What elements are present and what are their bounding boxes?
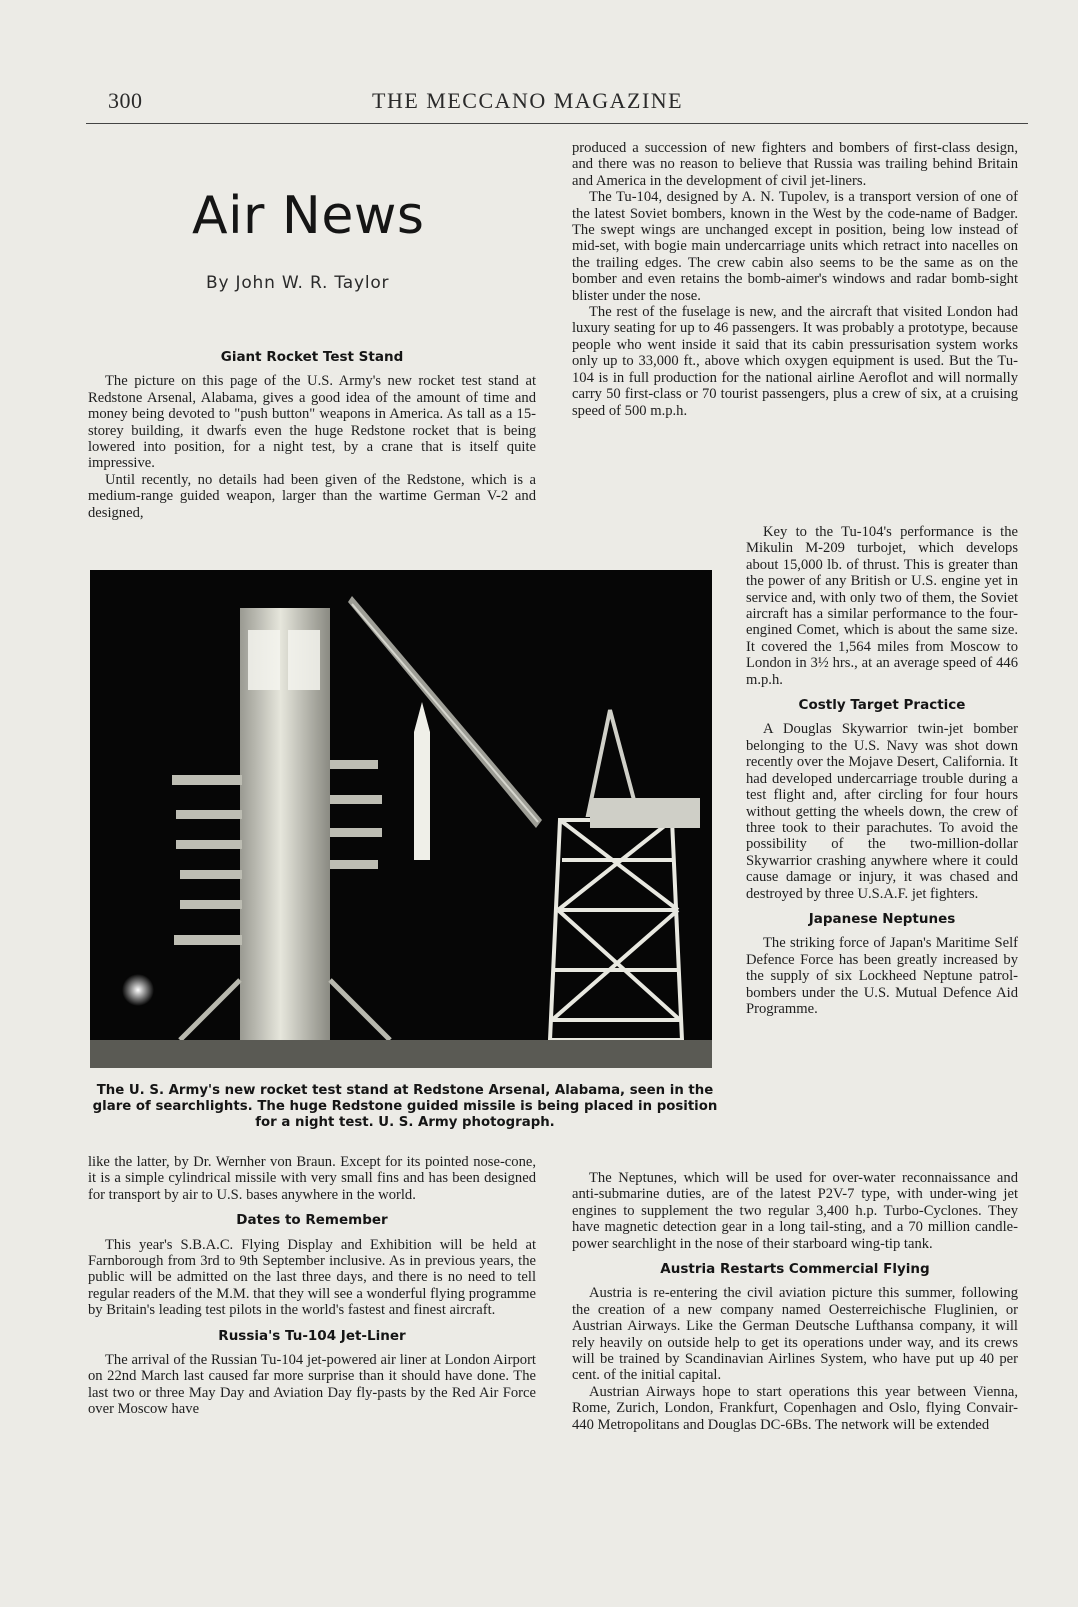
austria-paragraph-2: Austrian Airways hope to start operations this year between Vienna, Rome, Zurich, London, Frankfurt, Copenhagen and Oslo, flying Convair-440 Metropolitans and Douglas DC-6Bs. The network will be extended: [572, 1383, 1018, 1433]
section-heading-neptunes: Japanese Neptunes: [808, 910, 956, 927]
neptunes-paragraph-2: The Neptunes, which will be used for over-water reconnaissance and anti-submarine duties, are of the latest P2V-7 type, with under-wing jet engines to supplement the two regular 3,400 h.p. Turbo-Cyclones. They have magnetic detection gear in a long tail-sting, and a 70 million candle-power searchlight in the nose of their starboard wing-tip tank.: [572, 1170, 1018, 1252]
tu104-paragraph-1: The arrival of the Russian Tu-104 jet-powered air liner at London Airport on 22nd March last caused far more surprise than it should have done. The last two or three May Day and Aviation Day fly-pasts by the Red Air Force over Moscow have: [88, 1352, 536, 1418]
section-heading-rocket: Giant Rocket Test Stand: [220, 349, 404, 365]
right-column-bottom: [572, 1170, 1018, 1433]
dates-paragraph-1: This year's S.B.A.C. Flying Display and Exhibition will be held at Farnborough from 3rd to 9th September inclusive. As in previous years, the public will be admitted on the last three days, and there is no need to tell regular readers of the M.M. that they will see a wonderful flying programme by Britain's leading test pilots in the world's fastest and finest aircraft.: [88, 1236, 536, 1319]
section-heading-dates: Dates to Remember: [236, 1212, 388, 1229]
neptunes-paragraph-1: The striking force of Japan's Maritime Self Defence Force has been greatly increased by the supply of six Lockheed Neptune patrol-bombers under the U.S. Mutual Defence Aid Programme.: [746, 935, 1018, 1017]
tu104-paragraph-2: The Tu-104, designed by A. N. Tupolev, is a transport version of one of the latest Soviet bombers, known in the West by the code-name of Badger. The swept wings are unchanged except in position, being low instead of mid-set, with bogie main undercarriage units which retract into nacelles on the trailing edges. The crew cabin also seems to be the same as on the bomber and even retains the bomb-aimer's windows and radar bomb-sight blister under the nose.: [572, 189, 1018, 304]
right-narrow-column: [746, 524, 1018, 1017]
left-column-bottom: [88, 1154, 536, 1418]
section-heading-austria: Austria Restarts Commercial Flying: [660, 1261, 930, 1278]
page-number: 300: [108, 88, 143, 113]
austria-paragraph-1: Austria is re-entering the civil aviation picture this summer, following the creation of a new company named Oesterreichische Fluglinien, or Austrian Airways. Like the German Deutsche Lufthansa company, it will rely heavily on outside help to get its operations under way, and its crews will be trained by Scandinavian Airlines System, who have put up 40 per cent. of the initial capital.: [572, 1285, 1018, 1384]
rocket-paragraph-2-cont: like the latter, by Dr. Wernher von Braun. Except for its pointed nose-cone, it is a simple cylindrical missile with very small fins and has been designed for transport by air to U.S. bases anywhere in the world.: [88, 1154, 536, 1203]
tu104-paragraph-3: The rest of the fuselage is new, and the aircraft that visited London had luxury seating for up to 46 passengers. It was probably a prototype, because people who went inside it said that its cabin pressurisation system works only up to 33,000 ft., above which oxygen equipment is used. But the Tu-104 is in full production for the national airline Aeroflot and will normally carry 50 first-class or 70 tourist passengers, plus a crew of six, at a cruising speed of 500 m.p.h.: [572, 304, 1018, 419]
tu104-paragraph-4: Key to the Tu-104's performance is the Mikulin M-209 turbojet, which develops about 15,000 lb. of thrust. This is greater than the power of any British or U.S. engine yet in service and, with only two of them, the Soviet aircraft has a similar performance to the four-engined Comet, which is about the same size. It covered the 1,564 miles from Moscow to London in 3½ hrs., at an average speed of 446 m.p.h.: [746, 524, 1018, 688]
rocket-test-stand-photo: [90, 570, 712, 1068]
right-column-top: [572, 140, 1018, 419]
rocket-paragraph-1: The picture on this page of the U.S. Army's new rocket test stand at Redstone Arsenal, Alabama, gives a good idea of the amount of time and money being devoted to "push button" weapons in America. As tall as a 15-storey building, it dwarfs even the huge Redstone rocket that is being lowered into position, for a night test, by a crane that is itself quite impressive.: [88, 373, 536, 472]
magazine-title: THE MECCANO MAGAZINE: [372, 88, 684, 113]
article-byline: By John W. R. Taylor: [206, 273, 390, 293]
section-heading-tu104: Russia's Tu-104 Jet-Liner: [218, 1327, 406, 1344]
left-column-top: [88, 349, 536, 521]
target-paragraph-1: A Douglas Skywarrior twin-jet bomber belonging to the U.S. Navy was shot down recently over the Mojave Desert, California. It had developed undercarriage trouble during a test flight and, after circling for four hours without getting the wheels down, the crew of three took to their parachutes. To avoid the possibility of the two-million-dollar Skywarrior crashing anywhere where it could cause damage or injury, it was chased and destroyed by three U.S.A.F. jet fighters.: [746, 721, 1018, 902]
photo-illustration: [90, 570, 712, 1068]
photo-caption: The U. S. Army's new rocket test stand at Redstone Arsenal, Alabama, seen in the glare of searchlights. The huge Redstone guided missile is being placed in position for a night test. U. S. Army photograph.: [92, 1083, 718, 1130]
header-rule: [86, 123, 1028, 124]
section-heading-target: Costly Target Practice: [798, 697, 966, 714]
rocket-paragraph-2: Until recently, no details had been given of the Redstone, which is a medium-range guided weapon, larger than the wartime German V-2 and designed,: [88, 471, 536, 521]
article-title: Air News: [192, 186, 425, 246]
tu104-paragraph-1-cont: produced a succession of new fighters and bombers of first-class design, and there was no reason to believe that Russia was trailing behind Britain and America in the development of civil jet-liners.: [572, 140, 1018, 189]
